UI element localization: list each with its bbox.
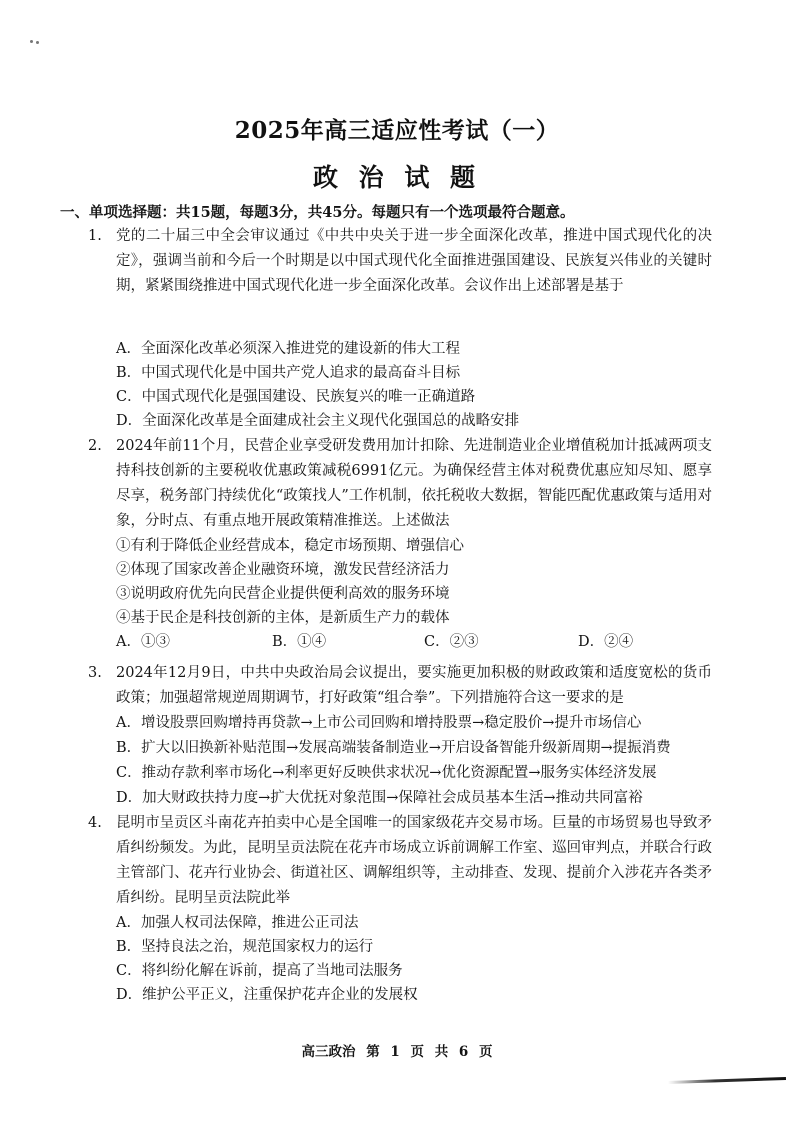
question-number: 1. <box>88 228 102 244</box>
question-number: 4. <box>88 815 102 831</box>
choice-a: A．①③ <box>116 634 170 650</box>
choice-b: B．①④ <box>272 634 327 650</box>
option-c: C．中国式现代化是强国建设、民族复兴的唯一正确道路 <box>116 389 476 405</box>
question-stem: 2024年前11个月，民营企业享受研发费用加计扣除、先进制造业企业增值税加计抵减两项支持科技创新的主要税收优惠政策减税6991亿元。为确保经营主体对税费优惠应知尽知、愿享尽享，税务部门持续优化“政策找人”工作机制，依托税收大数据，智能匹配优惠政策与适用对象，分时点、有重点地开展政策精准推送。上述做法 <box>116 438 712 529</box>
option-b: B．扩大以旧换新补贴范围→发展高端装备制造业→开启设备智能升级新周期→提振消费 <box>116 740 671 756</box>
option-a: A．全面深化改革必须深入推进党的建设新的伟大工程 <box>116 341 460 357</box>
option-d: D．维护公平正义，注重保护花卉企业的发展权 <box>116 987 418 1003</box>
option-a: A．增设股票回购增持再贷款→上市公司回购和增持股票→稳定股价→提升市场信心 <box>116 715 642 731</box>
question-number: 2. <box>88 438 102 454</box>
option-b: B．中国式现代化是中国共产党人追求的最高奋斗目标 <box>116 365 461 381</box>
scan-artifact-line <box>668 1077 786 1084</box>
scan-artifact-dot <box>36 41 39 44</box>
statement-4: ④基于民企是科技创新的主体，是新质生产力的载体 <box>116 610 450 626</box>
scan-artifact-dot <box>30 40 33 43</box>
option-c: C．推动存款利率市场化→利率更好反映供求状况→优化资源配置→服务实体经济发展 <box>116 765 657 781</box>
footer-subject: 高三政治 <box>301 1044 356 1060</box>
option-a: A．加强人权司法保障，推进公正司法 <box>116 915 359 931</box>
option-b: B．坚持良法之治，规范国家权力的运行 <box>116 939 374 955</box>
question-stem: 党的二十届三中全会审议通过《中共中央关于进一步全面深化改革，推进中国式现代化的决定》，强调当前和今后一个时期是以中国式现代化全面推进强国建设、民族复兴伟业的关键时期，紧紧围绕推进中国式现代化进一步全面深化改革。会议作出上述部署是基于 <box>116 228 712 294</box>
footer-total-pages: 共 6 页 <box>434 1044 493 1060</box>
exam-title: 2025年高三适应性考试（一） <box>234 117 560 144</box>
footer-page-number: 第 1 页 <box>366 1044 424 1060</box>
question-number: 3. <box>88 665 102 681</box>
option-d: D．全面深化改革是全面建成社会主义现代化强国总的战略安排 <box>116 413 520 429</box>
section-heading: 一、单项选择题：共15题，每题3分，共45分。每题只有一个选项最符合题意。 <box>60 204 575 221</box>
statement-3: ③说明政府优先向民营企业提供便利高效的服务环境 <box>116 586 450 602</box>
question-stem: 2024年12月9日，中共中央政治局会议提出，要实施更加积极的财政政策和适度宽松的货币政策；加强超常规逆周期调节，打好政策“组合拳”。下列措施符合这一要求的是 <box>116 665 712 706</box>
statement-2: ②体现了国家改善企业融资环境，激发民营经济活力 <box>116 562 450 578</box>
subject-title: 政 治 试 题 <box>312 163 482 192</box>
option-c: C．将纠纷化解在诉前，提高了当地司法服务 <box>116 963 403 979</box>
statement-1: ①有利于降低企业经营成本，稳定市场预期、增强信心 <box>116 538 464 554</box>
page-footer <box>0 1040 794 1060</box>
option-d: D．加大财政扶持力度→扩大优抚对象范围→保障社会成员基本生活→推动共同富裕 <box>116 790 643 806</box>
question-stem: 昆明市呈贡区斗南花卉拍卖中心是全国唯一的国家级花卉交易市场。巨量的市场贸易也导致矛盾纠纷频发。为此，昆明呈贡法院在花卉市场成立诉前调解工作室、巡回审判点，并联合行政主管部门、花卉行业协会、街道社区、调解组织等，主动排查、发现、提前介入涉花卉各类矛盾纠纷。昆明呈贡法院此举 <box>116 815 712 906</box>
choice-d: D．②④ <box>578 634 634 650</box>
choice-c: C．②③ <box>424 634 479 650</box>
